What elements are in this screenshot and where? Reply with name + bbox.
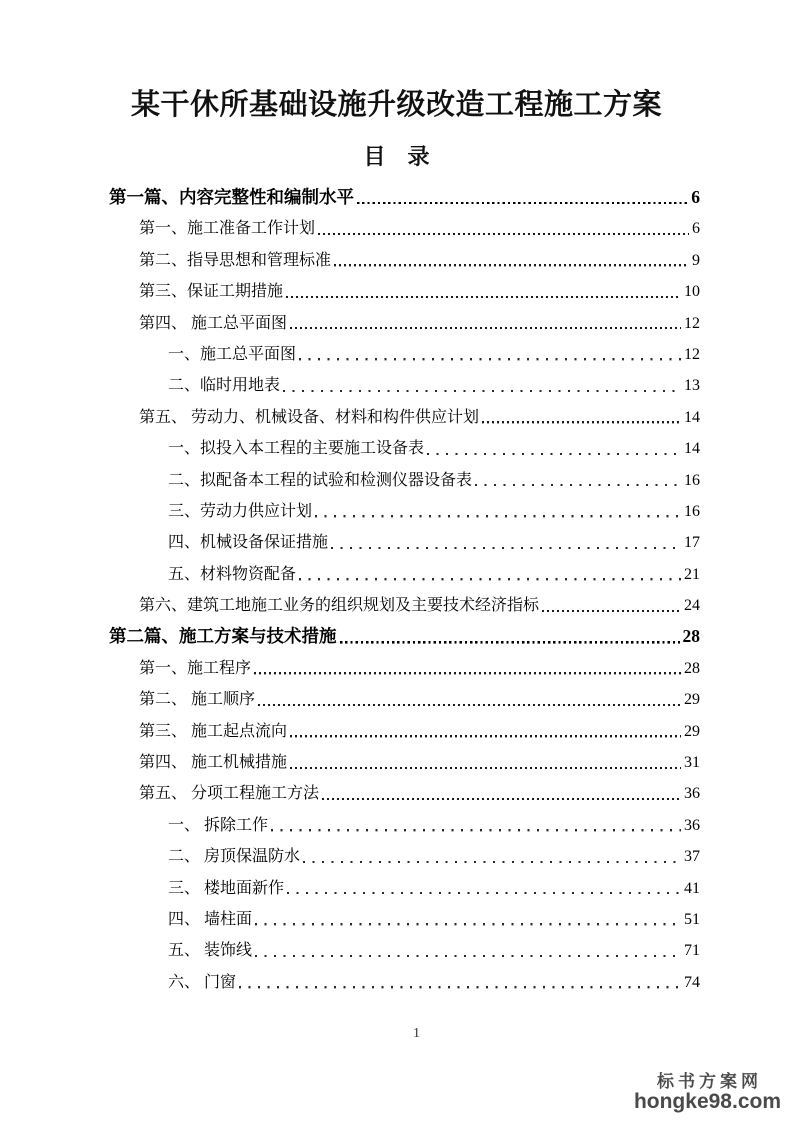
toc-entry-page: 17 bbox=[684, 534, 700, 552]
toc-leader-dots bbox=[283, 390, 681, 392]
toc-entry-page: 36 bbox=[684, 785, 700, 803]
toc-entry[interactable] bbox=[109, 245, 700, 276]
toc-entry-page: 6 bbox=[692, 220, 700, 238]
toc-entry[interactable] bbox=[109, 182, 700, 213]
toc-entry[interactable] bbox=[109, 433, 700, 464]
toc-entry[interactable] bbox=[109, 276, 700, 307]
toc-entry-label: 四、机械设备保证措施 bbox=[168, 534, 329, 552]
toc-leader-dots bbox=[303, 861, 681, 863]
toc-entry[interactable] bbox=[109, 873, 700, 904]
toc-entry-label: 一、 拆除工作 bbox=[168, 816, 269, 834]
toc-entry[interactable] bbox=[109, 716, 700, 747]
toc-entry-label: 第四、 施工机械措施 bbox=[139, 754, 288, 772]
toc-entry-label: 一、施工总平面图 bbox=[168, 345, 297, 363]
toc-entry-page: 21 bbox=[684, 565, 700, 583]
toc-leader-dots bbox=[286, 296, 681, 298]
toc-entry-page: 16 bbox=[684, 502, 700, 520]
toc-entry-label: 二、 房顶保温防水 bbox=[168, 848, 301, 866]
toc-entry[interactable] bbox=[109, 967, 700, 998]
watermark-site-url: hongke98.com bbox=[633, 1090, 781, 1113]
toc-entry-page: 14 bbox=[684, 408, 700, 426]
toc-entry-label: 一、拟投入本工程的主要施工设备表 bbox=[168, 440, 425, 458]
toc-leader-dots bbox=[482, 421, 681, 423]
toc-entry-label: 第二、 施工顺序 bbox=[139, 691, 256, 709]
toc-entry-label: 第六、建筑工地施工业务的组织规划及主要技术经济指标 bbox=[139, 597, 540, 615]
toc-entry-page: 28 bbox=[682, 626, 700, 647]
toc-entry-page: 24 bbox=[684, 597, 700, 615]
toc-entry[interactable] bbox=[109, 935, 700, 966]
toc-entry[interactable] bbox=[109, 496, 700, 527]
toc-entry[interactable] bbox=[109, 904, 700, 935]
footer-page-number: 1 bbox=[413, 1026, 420, 1041]
toc-entry-label: 第五、 分项工程施工方法 bbox=[139, 785, 320, 803]
toc-list bbox=[109, 182, 700, 998]
toc-entry-label: 第三、 施工起点流向 bbox=[139, 722, 288, 740]
toc-entry[interactable] bbox=[109, 308, 700, 339]
toc-leader-dots bbox=[254, 672, 681, 674]
toc-entry[interactable] bbox=[109, 621, 700, 652]
toc-entry-label: 第一、施工程序 bbox=[139, 659, 252, 677]
toc-entry[interactable] bbox=[109, 370, 700, 401]
toc-entry-label: 三、劳动力供应计划 bbox=[168, 502, 313, 520]
toc-leader-dots bbox=[357, 202, 688, 205]
toc-entry[interactable] bbox=[109, 747, 700, 778]
toc-entry-label: 第四、 施工总平面图 bbox=[139, 314, 288, 332]
toc-leader-dots bbox=[340, 641, 680, 644]
toc-entry-page: 36 bbox=[684, 816, 700, 834]
toc-entry-page: 31 bbox=[684, 754, 700, 772]
toc-entry-page: 28 bbox=[684, 659, 700, 677]
toc-entry[interactable] bbox=[109, 213, 700, 244]
toc-entry-label: 第五、 劳动力、机械设备、材料和构件供应计划 bbox=[139, 408, 480, 426]
toc-leader-dots bbox=[299, 358, 681, 360]
toc-entry-label: 第一篇、内容完整性和编制水平 bbox=[109, 187, 354, 207]
toc-leader-dots bbox=[290, 767, 681, 769]
watermark-site-name: 标书方案网 bbox=[656, 1072, 762, 1091]
toc-entry-label: 五、材料物资配备 bbox=[168, 565, 297, 583]
toc-entry[interactable] bbox=[109, 653, 700, 684]
toc-entry[interactable] bbox=[109, 684, 700, 715]
toc-leader-dots bbox=[315, 515, 681, 517]
toc-entry-page: 12 bbox=[684, 345, 700, 363]
toc-entry-page: 37 bbox=[684, 848, 700, 866]
toc-entry[interactable] bbox=[109, 402, 700, 433]
toc-entry-label: 第二篇、施工方案与技术措施 bbox=[109, 626, 337, 647]
toc-entry[interactable] bbox=[109, 527, 700, 558]
watermark bbox=[634, 1073, 781, 1112]
toc-leader-dots bbox=[331, 547, 681, 549]
toc-entry-page: 10 bbox=[684, 283, 700, 301]
toc-entry[interactable] bbox=[109, 778, 700, 809]
toc-leader-dots bbox=[290, 327, 681, 329]
toc-entry-page: 51 bbox=[684, 910, 700, 928]
toc-leader-dots bbox=[239, 986, 681, 988]
toc-entry-label: 第三、保证工期措施 bbox=[139, 283, 284, 301]
toc-leader-dots bbox=[334, 264, 689, 266]
toc-entry-label: 二、拟配备本工程的试验和检测仪器设备表 bbox=[168, 471, 473, 489]
toc-leader-dots bbox=[271, 829, 681, 831]
toc-entry-label: 二、临时用地表 bbox=[168, 377, 281, 395]
toc-leader-dots bbox=[255, 923, 681, 925]
toc-entry-page: 14 bbox=[684, 440, 700, 458]
toc-leader-dots bbox=[318, 233, 689, 235]
toc-entry[interactable] bbox=[109, 841, 700, 872]
toc-entry[interactable] bbox=[109, 339, 700, 370]
toc-leader-dots bbox=[542, 610, 681, 612]
toc-leader-dots bbox=[427, 453, 681, 455]
document-title: 某干休所基础设施升级改造工程施工方案 bbox=[130, 89, 662, 121]
toc-leader-dots bbox=[299, 578, 681, 580]
toc-entry-page: 6 bbox=[691, 187, 700, 207]
toc-entry-page: 12 bbox=[684, 314, 700, 332]
toc-entry-label: 六、 门窗 bbox=[168, 973, 237, 991]
toc-heading: 目 录 bbox=[363, 144, 430, 169]
toc-entry-label: 第二、指导思想和管理标准 bbox=[139, 251, 332, 269]
toc-entry-label: 三、 楼地面新作 bbox=[168, 879, 285, 897]
toc-entry[interactable] bbox=[109, 590, 700, 621]
toc-leader-dots bbox=[255, 955, 681, 957]
toc-leader-dots bbox=[258, 704, 681, 706]
toc-entry-page: 29 bbox=[684, 691, 700, 709]
toc-entry-page: 41 bbox=[684, 879, 700, 897]
toc-entry-page: 16 bbox=[684, 471, 700, 489]
toc-entry-page: 29 bbox=[684, 722, 700, 740]
toc-entry-label: 五、 装饰线 bbox=[168, 942, 253, 960]
toc-entry-label: 四、 墙柱面 bbox=[168, 910, 253, 928]
toc-entry-page: 74 bbox=[684, 973, 700, 991]
toc-entry[interactable] bbox=[109, 559, 700, 590]
toc-entry-page: 13 bbox=[684, 377, 700, 395]
toc-entry[interactable] bbox=[109, 465, 700, 496]
toc-entry-page: 71 bbox=[684, 942, 700, 960]
toc-leader-dots bbox=[290, 735, 681, 737]
toc-entry[interactable] bbox=[109, 810, 700, 841]
toc-leader-dots bbox=[287, 892, 681, 894]
toc-leader-dots bbox=[322, 798, 681, 800]
toc-entry-page: 9 bbox=[692, 251, 700, 269]
toc-leader-dots bbox=[475, 484, 681, 486]
toc-entry-label: 第一、施工准备工作计划 bbox=[139, 220, 316, 238]
